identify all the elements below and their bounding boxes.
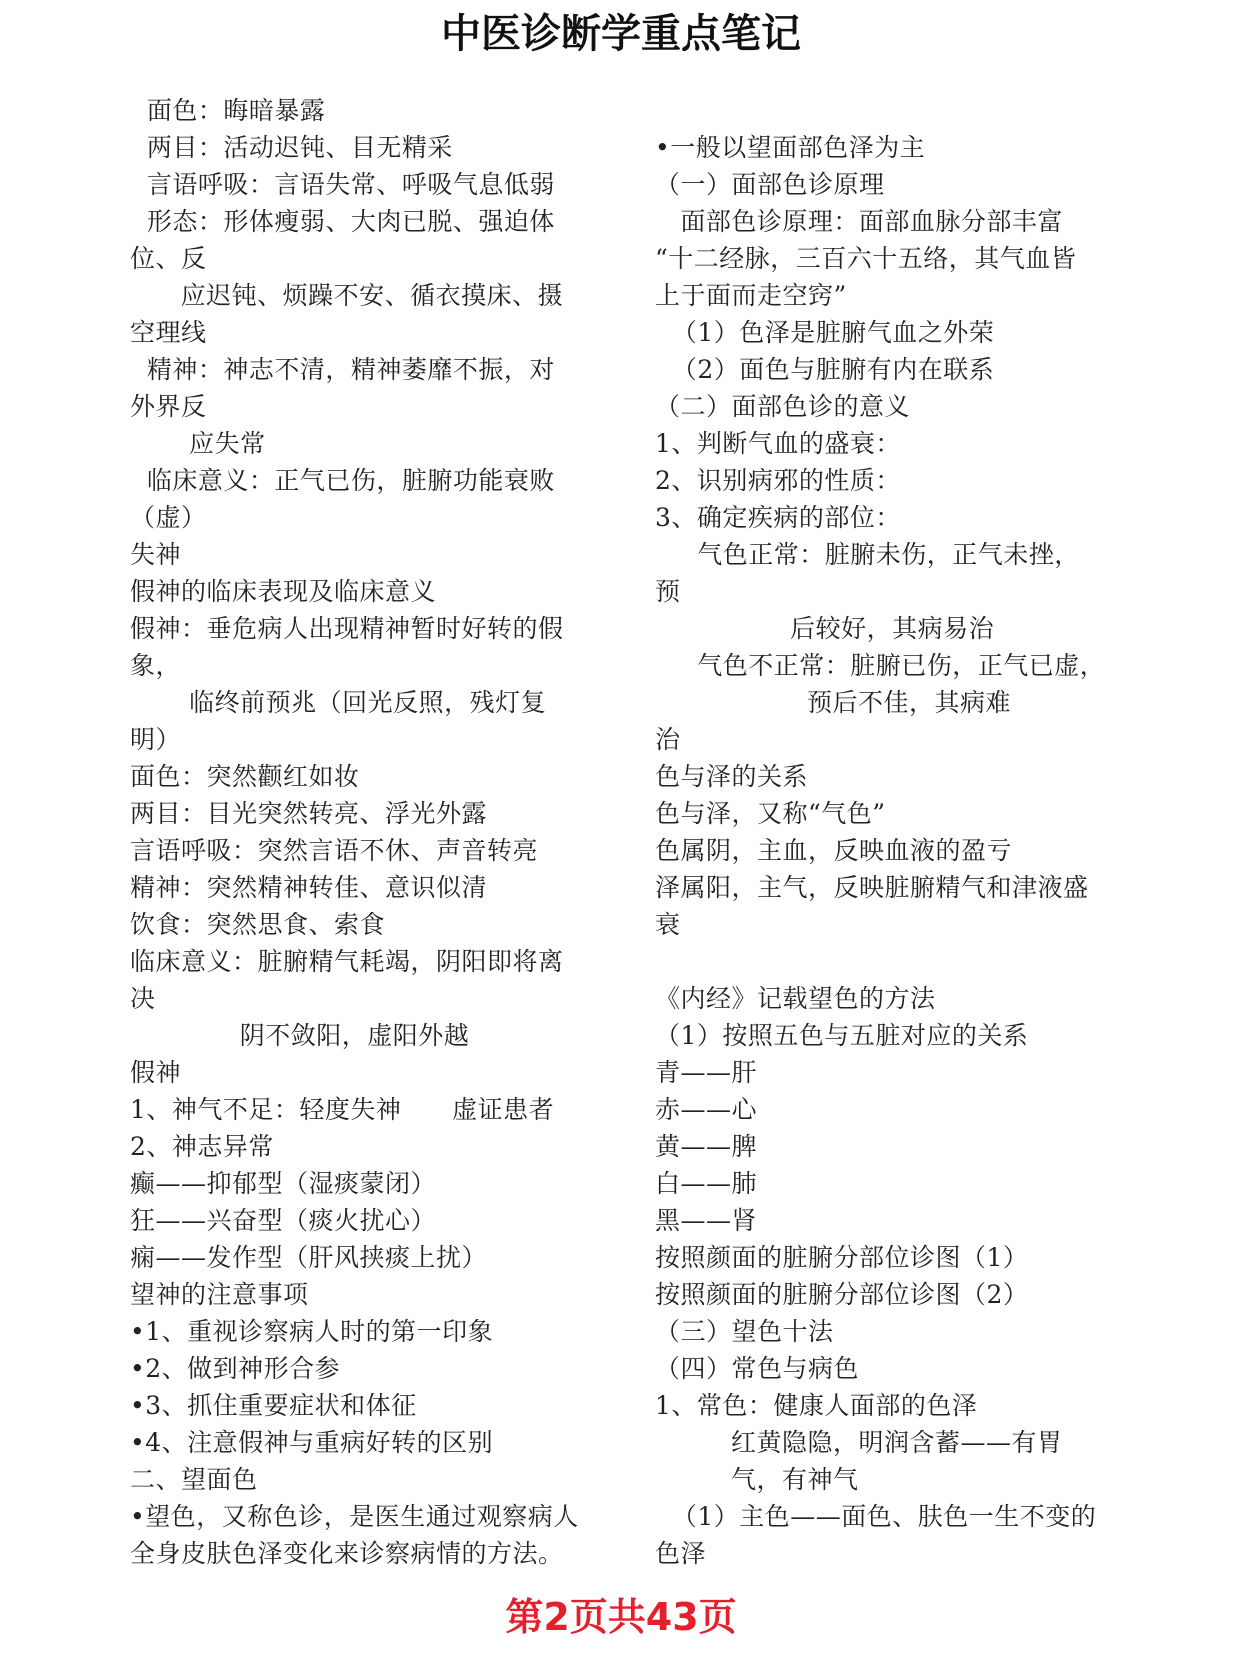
- text-line: 全身皮肤色泽变化来诊察病情的方法。: [130, 1539, 564, 1568]
- text-line: 2、神志异常: [130, 1132, 274, 1161]
- text-line: 气，有神气: [655, 1465, 859, 1494]
- text-line: （1）主色——面色、肤色一生不变的: [655, 1502, 1097, 1531]
- text-line: 1、判断气血的盛衰：: [655, 429, 901, 458]
- text-line: 《内经》记载望色的方法: [655, 984, 936, 1013]
- text-line: 狂——兴奋型（痰火扰心）: [130, 1206, 437, 1235]
- text-line: •2、做到神形合参: [130, 1354, 341, 1383]
- text-line: 精神：神志不清，精神萎靡不振，对: [130, 355, 555, 384]
- text-line: 泽属阳，主气，反映脏腑精气和津液盛: [655, 873, 1089, 902]
- text-line: 红黄隐隐，明润含蓄——有胃: [655, 1428, 1063, 1457]
- text-line: 痫——发作型（肝风挟痰上扰）: [130, 1243, 488, 1272]
- text-line: 面色：晦暗暴露: [130, 96, 326, 125]
- text-line: 面色：突然颧红如妆: [130, 762, 360, 791]
- text-line: 临终前预兆（回光反照，残灯复: [130, 688, 547, 717]
- text-line: 黄——脾: [655, 1132, 758, 1161]
- text-line: （1）色泽是脏腑气血之外荣: [655, 318, 995, 347]
- text-line: 黑——肾: [655, 1206, 758, 1235]
- text-line: 3、确定疾病的部位：: [655, 503, 901, 532]
- text-line: 1、神气不足：轻度失神 虚证患者: [130, 1095, 555, 1124]
- text-line: 两目：活动迟钝、目无精采: [130, 133, 453, 162]
- text-line: •一般以望面部色泽为主: [655, 133, 926, 162]
- text-line: 临床意义：脏腑精气耗竭，阴阳即将离: [130, 947, 564, 976]
- text-line: [655, 92, 1125, 129]
- text-line: 阴不敛阳，虚阳外越: [130, 1021, 470, 1050]
- text-line: 色与泽，又称“气色”: [655, 799, 886, 828]
- text-line: 按照颜面的脏腑分部位诊图（1）: [655, 1243, 1029, 1272]
- text-line: 气色正常：脏腑未伤，正气未挫，: [655, 540, 1080, 569]
- text-line: 色泽: [655, 1539, 707, 1568]
- text-line: 言语呼吸：突然言语不休、声音转亮: [130, 836, 539, 865]
- text-line: 气色不正常：脏腑已伤，正气已虚，: [655, 651, 1106, 680]
- page-counter: 第2页共43页: [505, 1595, 737, 1639]
- text-line: 精神：突然精神转佳、意识似清: [130, 873, 488, 902]
- text-line: 2、识别病邪的性质：: [655, 466, 901, 495]
- text-line: •1、重视诊察病人时的第一印象: [130, 1317, 494, 1346]
- left-column: [130, 92, 600, 1572]
- text-line: （2）面色与脏腑有内在联系: [655, 355, 995, 384]
- text-line: 言语呼吸：言语失常、呼吸气息低弱: [130, 170, 555, 199]
- text-line: 色与泽的关系: [655, 762, 809, 791]
- text-line: （三）望色十法: [655, 1317, 834, 1346]
- text-line: 面部色诊原理：面部血脉分部丰富: [655, 207, 1063, 236]
- text-line: 空理线: [130, 318, 207, 347]
- text-line: 临床意义：正气已伤，脏腑功能衰败: [130, 466, 555, 495]
- text-line: （1）按照五色与五脏对应的关系: [655, 1021, 1029, 1050]
- text-line: 两目：目光突然转亮、浮光外露: [130, 799, 488, 828]
- text-line: 假神的临床表现及临床意义: [130, 577, 437, 606]
- text-line: 应失常: [130, 429, 266, 458]
- text-line: 饮食：突然思食、索食: [130, 910, 386, 939]
- text-line: 治: [655, 725, 681, 754]
- text-line: 假神: [130, 1058, 182, 1087]
- text-line: 二、望面色: [130, 1465, 258, 1494]
- text-line: 色属阴，主血，反映血液的盈亏: [655, 836, 1013, 865]
- text-line: 后较好，其病易治: [655, 614, 995, 643]
- text-line: （四）常色与病色: [655, 1354, 860, 1383]
- text-line: 明）: [130, 725, 182, 754]
- text-line: 外界反: [130, 392, 207, 421]
- text-line: 上于面而走空窍”: [655, 281, 847, 310]
- text-line: •3、抓住重要症状和体征: [130, 1391, 417, 1420]
- page-title: 中医诊断学重点笔记: [441, 11, 801, 57]
- text-line: “十二经脉，三百六十五络，其气血皆: [655, 244, 1077, 273]
- text-line: （一）面部色诊原理: [655, 170, 885, 199]
- text-line: 癫——抑郁型（湿痰蒙闭）: [130, 1169, 437, 1198]
- text-line: 象，: [130, 651, 182, 680]
- text-line: 位、反: [130, 244, 207, 273]
- text-line: 衰: [655, 910, 681, 939]
- text-line: （二）面部色诊的意义: [655, 392, 911, 421]
- text-line: 形态：形体瘦弱、大肉已脱、强迫体: [130, 207, 555, 236]
- right-column: [655, 92, 1125, 1572]
- text-line: 应迟钝、烦躁不安、循衣摸床、摄: [130, 281, 564, 310]
- text-line: •4、注意假神与重病好转的区别: [130, 1428, 494, 1457]
- text-line: （虚）: [130, 503, 207, 532]
- text-line: 1、常色：健康人面部的色泽: [655, 1391, 978, 1420]
- text-line: •望色，又称色诊，是医生通过观察病人: [130, 1502, 579, 1531]
- text-line: 预: [655, 577, 681, 606]
- text-line: 决: [130, 984, 156, 1013]
- text-line: 白——肺: [655, 1169, 758, 1198]
- text-line: 赤——心: [655, 1095, 758, 1124]
- text-line: 青——肝: [655, 1058, 758, 1087]
- text-line: 假神：垂危病人出现精神暂时好转的假: [130, 614, 564, 643]
- text-line: 按照颜面的脏腑分部位诊图（2）: [655, 1280, 1029, 1309]
- text-line: 望神的注意事项: [130, 1280, 309, 1309]
- text-line: [655, 943, 1125, 980]
- text-line: 失神: [130, 540, 182, 569]
- text-line: 预后不佳，其病难: [655, 688, 1012, 717]
